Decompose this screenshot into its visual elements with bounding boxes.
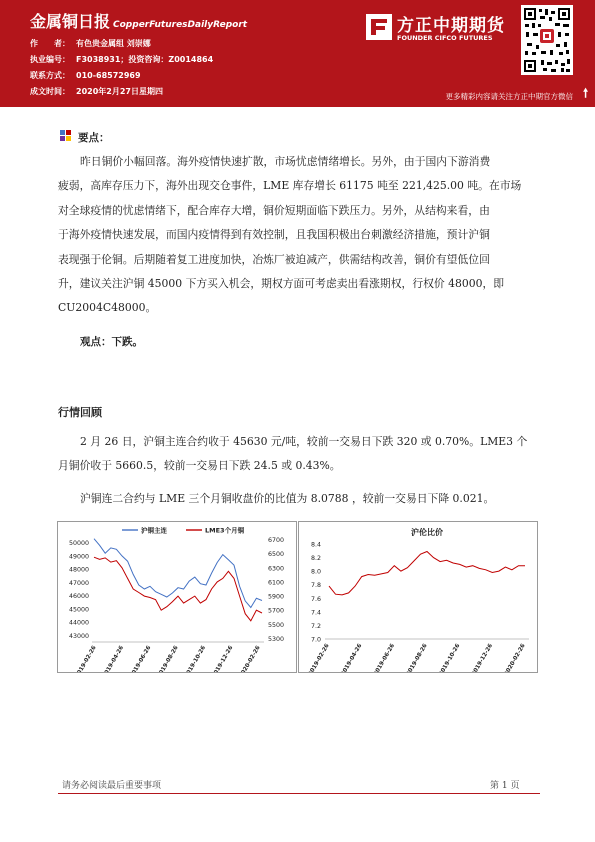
review-paragraph-2: 沪铜连二合约与 LME 三个月铜收盘价的比值为 8.0788 ，较前一交易日下降 0.021。 xyxy=(80,492,495,505)
right-tick-label: 5700 xyxy=(268,607,285,615)
x-tick-label: 2019-08-26 xyxy=(405,643,429,672)
x-tick-label: 2019-12-26 xyxy=(470,643,495,672)
left-tick-label: 44000 xyxy=(68,619,89,627)
right-tick-label: 6300 xyxy=(268,565,285,573)
x-tick-label: 2019-04-26 xyxy=(340,643,364,672)
wechat-qr-code xyxy=(521,5,573,75)
keypoints-heading: 要点： xyxy=(78,132,110,144)
report-title xyxy=(30,9,247,32)
arrow-up-icon: 🠕 xyxy=(583,86,589,100)
series-line-shfe xyxy=(94,539,262,608)
y-tick-label: 7.0 xyxy=(310,636,321,644)
legend-label-shfe: 沪铜主连 xyxy=(141,526,167,535)
left-tick-label: 49000 xyxy=(68,553,89,561)
right-tick-label: 6700 xyxy=(268,537,285,545)
x-tick-label: 2019-06-26 xyxy=(129,645,153,672)
meta-author: 作 者： 有色贵金属组 刘崇娜 xyxy=(30,39,151,48)
left-tick-label: 46000 xyxy=(68,593,89,601)
title-en: CopperFuturesDailyReport xyxy=(113,20,248,30)
follow-wechat-text: 更多精彩内容请关注方正中期官方微信 xyxy=(445,92,573,101)
review-paragraph-1: 2 月 26 日，沪铜主连合约收于 45630 元/吨，较前一交易日下跌 320 或 0.70%。LME3 个 月铜价收于 5660.5，较前一交易日下跌 24.5 或 0.43%。 xyxy=(58,435,528,473)
right-tick-label: 6500 xyxy=(268,551,285,559)
meta-contact: 联系方式： 010-68572969 xyxy=(30,71,141,80)
sh-lme-ratio-chart xyxy=(298,521,538,673)
y-tick-label: 8.4 xyxy=(310,541,321,549)
y-tick-label: 7.4 xyxy=(310,609,321,617)
report-header xyxy=(0,0,595,107)
logo-text-cn: 方正中期期货 xyxy=(397,16,505,36)
review-heading: 行情回顾 xyxy=(58,406,102,419)
chart-title: 沪伦比价 xyxy=(411,528,443,537)
meta-date: 成文时间： 2020年2月27日星期四 xyxy=(30,87,163,96)
x-tick-label: 2020-02-26 xyxy=(238,645,262,672)
x-tick-label: 2019-04-26 xyxy=(101,645,126,672)
title-cn: 金属铜日报 xyxy=(30,12,111,31)
section-bullet-icon xyxy=(60,130,72,142)
x-tick-label: 2019-10-26 xyxy=(183,645,208,672)
right-tick-label: 6100 xyxy=(268,579,285,587)
y-tick-label: 8.2 xyxy=(310,555,321,563)
series-line-lme xyxy=(94,557,262,621)
x-tick-label: 2019-08-26 xyxy=(156,645,180,672)
page-number: 第 1 页 xyxy=(490,781,520,791)
x-tick-label: 2019-02-26 xyxy=(307,643,331,672)
series-line-ratio xyxy=(329,552,525,595)
left-tick-label: 45000 xyxy=(68,606,89,614)
left-tick-label: 47000 xyxy=(68,579,89,587)
x-tick-label: 2019-06-26 xyxy=(372,643,397,672)
keypoints-paragraph: 昨日铜价小幅回落。海外疫情快速扩散，市场忧虑情绪增长。另外，由于国内下游消费 疲弱，高库存压力下，海外出现交仓事件，LME 库存增长 61175 吨至 221,425.00 吨。在市场 对全球疫情的忧虑情绪下，配合库存大增，铜价短期面临下跌压力。另外，从结构来看，由 于海外疫情快速发展，而国内疫情得到有效控制，且我国积极出台刺激经济措施，预计沪铜 表现强于伦铜。后期随着复工进度加快，冶炼厂被迫减产，供需结构改善，铜价有望低位回 升，建议关注沪铜 45000 下方买入机会，期权方面可考虑卖出看涨期权，行权价 48000，即 CU2004C48000。 xyxy=(58,155,522,315)
copper-price-chart xyxy=(57,521,297,673)
left-tick-label: 48000 xyxy=(68,566,89,574)
x-tick-label: 2019-02-26 xyxy=(74,645,98,672)
copper-price-chart-svg xyxy=(58,522,296,672)
founder-logo xyxy=(365,11,515,47)
y-tick-label: 8.0 xyxy=(310,568,321,576)
y-tick-label: 7.6 xyxy=(310,595,321,603)
right-tick-label: 5300 xyxy=(268,635,285,643)
left-tick-label: 43000 xyxy=(68,632,89,640)
view-conclusion: 观点：下跌。 xyxy=(80,336,143,348)
right-tick-label: 5500 xyxy=(268,621,285,629)
left-tick-label: 50000 xyxy=(68,540,89,548)
meta-license: 执业编号： F3038931；投资咨询：Z0014864 xyxy=(30,55,214,64)
footer-disclaimer: 请务必阅读最后重要事项 xyxy=(62,781,162,791)
footer-divider xyxy=(58,793,540,794)
x-tick-label: 2020-02-26 xyxy=(503,643,527,672)
y-tick-label: 7.8 xyxy=(310,582,321,590)
x-tick-label: 2019-10-26 xyxy=(438,643,462,672)
x-tick-label: 2019-12-26 xyxy=(211,645,235,672)
logo-text-en: FOUNDER CIFCO FUTURES xyxy=(397,34,493,42)
founder-logo-icon xyxy=(365,13,393,41)
right-tick-label: 5900 xyxy=(268,593,285,601)
y-tick-label: 7.2 xyxy=(310,622,321,630)
legend-label-lme: LME3个月铜 xyxy=(205,526,245,535)
sh-lme-ratio-chart-svg xyxy=(299,522,537,672)
